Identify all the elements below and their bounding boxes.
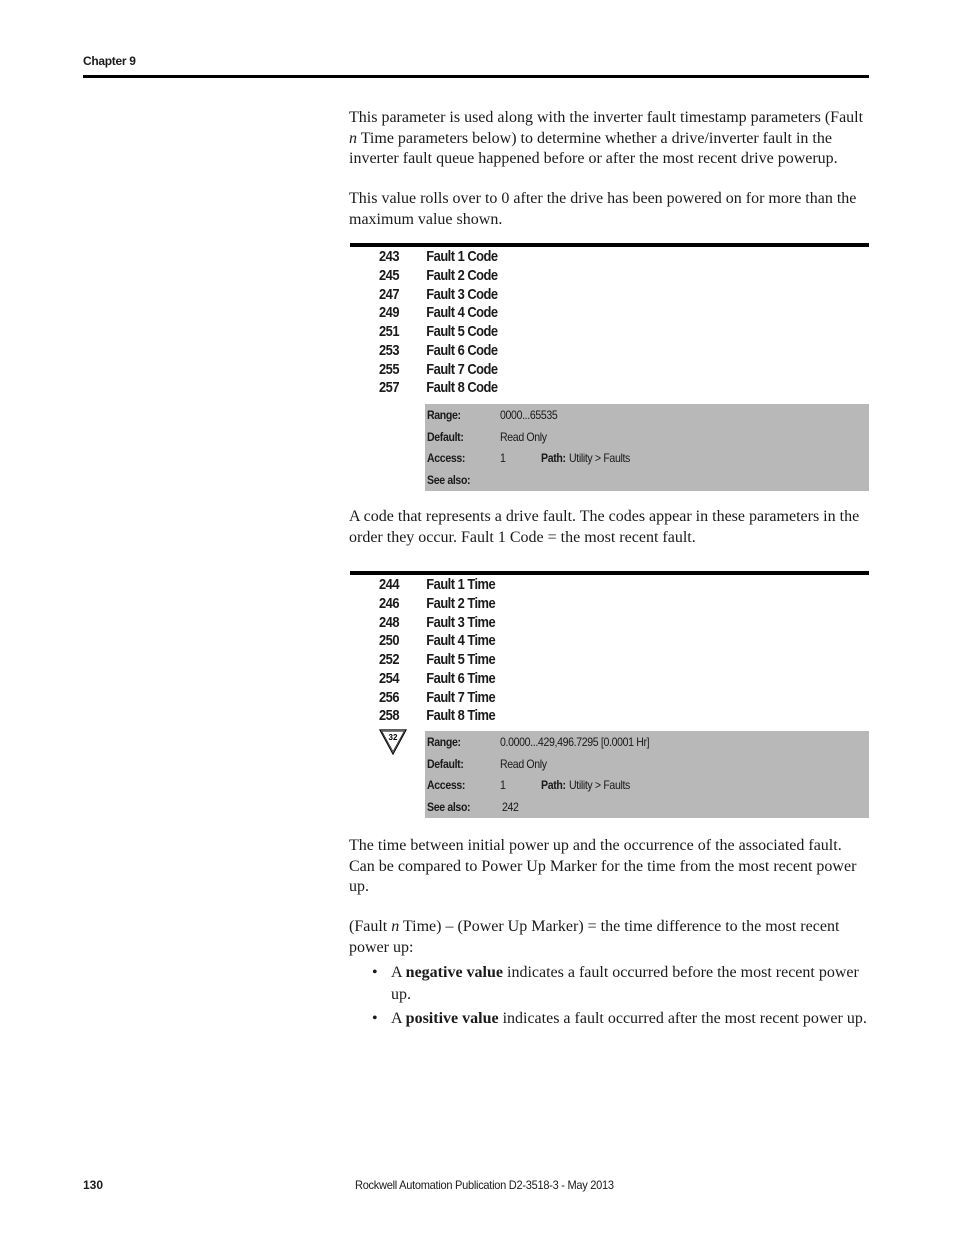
param-name: Fault 1 Code [426, 248, 498, 265]
fault-code-info-box [425, 404, 869, 491]
param-number: 248 [379, 613, 399, 631]
param-row [379, 632, 495, 651]
intro-paragraph-1 [349, 108, 869, 170]
param-row [379, 651, 495, 670]
access-row [425, 774, 869, 796]
param-number: 258 [379, 707, 399, 725]
access-value: 1 [500, 778, 506, 792]
bullet-text-bold: positive value [405, 1010, 499, 1027]
formula-text-a: (Fault [349, 918, 392, 935]
chapter-label: Chapter 9 [83, 54, 136, 68]
param-row [379, 595, 495, 614]
param-name: Fault 7 Time [426, 688, 496, 706]
param-row [379, 267, 498, 286]
param-number: 257 [379, 379, 399, 397]
param-name: Fault 6 Time [426, 669, 496, 687]
param-name: Fault 4 Time [426, 632, 496, 650]
32-bit-parameter-icon [379, 729, 407, 755]
access-row [425, 447, 869, 469]
param-row [379, 614, 495, 633]
param-name: Fault 2 Code [426, 266, 498, 284]
path-value: Utility > Faults [569, 778, 630, 792]
publication-info: Rockwell Automation Publication D2-3518-3 - May 2013 [355, 1178, 614, 1192]
default-value: Read Only [500, 756, 547, 771]
default-row [425, 753, 869, 775]
header-rule [83, 75, 869, 78]
bullet-dot: • [372, 1010, 378, 1027]
fault-code-rule [350, 243, 869, 247]
fault-time-description: The time between initial power up and the occurrence of the associated fault. Can be compared to Power Up Marker for the time from the most recent power up. [349, 837, 857, 895]
formula-text-b: Time) – (Power Up Marker) = the time difference to the most recent power up: [349, 918, 840, 956]
fault-time-rule [350, 571, 869, 575]
see-also-value: 242 [502, 799, 519, 814]
param-row [379, 361, 498, 380]
param-name: Fault 5 Code [426, 323, 498, 340]
range-label: Range: [427, 408, 461, 422]
param-name: Fault 5 Time [426, 651, 496, 668]
param-row [379, 304, 498, 323]
bullet-dot: • [372, 964, 378, 981]
intro-text-a: This parameter is used along with the inverter fault timestamp parameters (Fault [349, 109, 864, 126]
param-number: 256 [379, 688, 399, 706]
range-value: 0000...65535 [500, 408, 558, 422]
param-row [379, 670, 495, 689]
param-name: Fault 6 Code [426, 341, 498, 359]
param-name: Fault 7 Code [426, 360, 498, 378]
param-number: 255 [379, 360, 399, 378]
formula-text-n: n [391, 918, 400, 935]
intro-paragraph-2: This value rolls over to 0 after the drive has been powered on for more than the maximum value shown. [349, 190, 857, 228]
bullet-text-pre: A [391, 964, 406, 981]
page-number: 130 [83, 1178, 104, 1192]
param-row [379, 689, 495, 708]
param-number: 252 [379, 651, 399, 668]
param-number: 251 [379, 323, 399, 340]
bullet-item [370, 1008, 870, 1030]
param-number: 244 [379, 576, 399, 593]
range-row [425, 404, 869, 426]
param-row [379, 707, 495, 726]
range-row [425, 731, 869, 753]
param-name: Fault 3 Time [426, 613, 496, 631]
bullet-text-post: indicates a fault occurred before the most recent power up. [391, 964, 859, 1003]
param-name: Fault 3 Code [426, 285, 498, 303]
param-row [379, 379, 498, 398]
formula-paragraph [349, 917, 869, 958]
param-name: Fault 8 Code [426, 379, 498, 397]
param-row [379, 342, 498, 361]
bullet-text-bold: negative value [405, 964, 503, 981]
intro-text-n: n [349, 129, 357, 147]
param-row [379, 248, 498, 267]
path-label: Path: [541, 778, 566, 792]
default-label: Default: [427, 429, 464, 444]
param-number: 254 [379, 669, 399, 687]
param-name: Fault 4 Code [426, 304, 498, 322]
bullet-text-post: indicates a fault occurred after the most recent power up. [498, 1010, 867, 1027]
param-number: 245 [379, 266, 399, 284]
param-row [379, 576, 495, 595]
default-row [425, 426, 869, 448]
param-name: Fault 1 Time [426, 576, 496, 593]
param-number: 249 [379, 304, 399, 322]
see-also-label: See also: [427, 472, 471, 487]
access-value: 1 [500, 451, 506, 465]
bullet-list [370, 962, 870, 1033]
see-also-row [425, 469, 869, 491]
badge-text: 32 [388, 733, 398, 742]
param-row [379, 323, 498, 342]
param-name: Fault 2 Time [426, 594, 496, 612]
intro-text-b: Time parameters below) to determine whether a drive/inverter fault in the inverter fault queue happened before or after the most recent drive powerup. [349, 129, 838, 167]
param-number: 243 [379, 248, 399, 265]
param-row [379, 286, 498, 305]
param-number: 247 [379, 285, 399, 303]
param-number: 246 [379, 594, 399, 612]
range-label: Range: [427, 735, 461, 749]
fault-time-param-list [379, 576, 495, 726]
param-number: 250 [379, 632, 399, 650]
fault-code-description: A code that represents a drive fault. The codes appear in these parameters in the order they occur. Fault 1 Code = the most recent fault. [349, 508, 860, 546]
param-number: 253 [379, 341, 399, 359]
path-value: Utility > Faults [569, 451, 630, 465]
bullet-text-pre: A [391, 1010, 406, 1027]
path-label: Path: [541, 451, 566, 465]
see-also-row [425, 796, 869, 818]
fault-time-info-box [425, 731, 869, 818]
range-value: 0.0000...429,496.7295 [0.0001 Hr] [500, 735, 650, 749]
fault-code-param-list [379, 248, 498, 398]
bullet-item [370, 962, 870, 1005]
param-name: Fault 8 Time [426, 707, 496, 725]
access-label: Access: [427, 778, 466, 792]
see-also-label: See also: [427, 799, 471, 814]
default-label: Default: [427, 756, 464, 771]
access-label: Access: [427, 451, 466, 465]
default-value: Read Only [500, 429, 547, 444]
